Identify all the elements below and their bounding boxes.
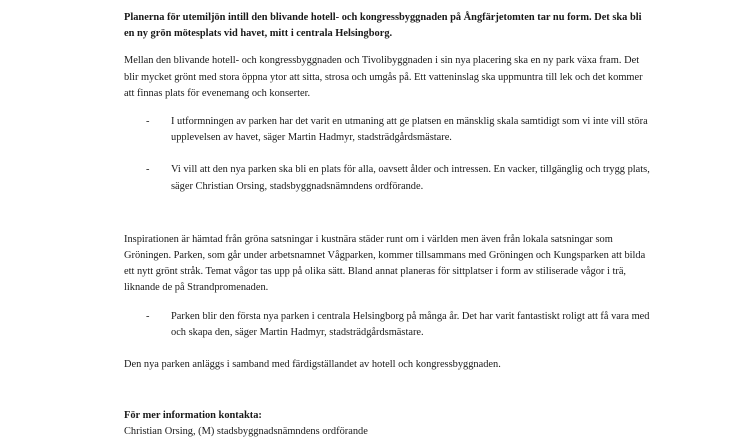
closing-paragraph: Den nya parken anläggs i samband med färdigställandet av hotell och kongressbyggnaden. [124, 359, 501, 371]
bullet-dash: - [146, 310, 150, 322]
bullet-dash: - [146, 164, 150, 176]
inspiration-paragraph: Inspirationen är hämtad från gröna satsningar i kustnära städer runt om i världen men även från lokala satsningar som Gröningen. Parken, som går under arbetsnamnet Vågparken, kommer tillsammans med Gröningen och Kungsparken att bilda ett nytt grönt stråk. Temat vågor tas upp på olika sätt. Bland annat planeras för sittplatser i form av stiliserade vågor i trä, liknande de på Strandpromenaden. [124, 233, 646, 294]
quote-text: Vi vill att den nya parken ska bli en plats för alla, oavsett ålder och intressen. En vacker, tillgänglig och trygg plats, säger Christian Orsing, stadsbyggnadsnämndens ordförande. [171, 164, 650, 192]
lead-paragraph: Planerna för utemiljön intill den blivande hotell- och kongressbyggnaden på Ångfärjetomten tar nu form. Det ska bli en ny grön mötesplats vid havet, mitt i centrala Helsingborg. [124, 12, 642, 40]
intro-paragraph: Mellan den blivande hotell- och kongressbyggnaden och Tivolibyggnaden i sin nya placering ska en ny park växa fram. Det blir mycket grönt med stora öppna ytor att sitta, strosa och umgås på. Ett vatteninslag ska uppmuntra till lek och det kommer att finnas plats för evenemang och konserter. [124, 55, 643, 99]
bullet-dash: - [146, 116, 150, 128]
contact-heading: För mer information kontakta: [124, 410, 262, 422]
contact-person: Christian Orsing, (M) stadsbyggnadsnämndens ordförande [124, 426, 368, 438]
quote-item [124, 162, 654, 194]
spacer [124, 211, 654, 232]
press-release-document [124, 10, 654, 441]
quote-text: Parken blir den första nya parken i centrala Helsingborg på många år. Det har varit fantastiskt roligt att få vara med och skapa den, säger Martin Hadmyr, stadsträdgårdsmästare. [171, 310, 650, 338]
quote-text: I utformningen av parken har det varit en utmaning att ge platsen en mänsklig skala samtidigt som vi inte vill störa upplevelsen av havet, säger Martin Hadmyr, stadsträdgårdsmästare. [171, 116, 648, 144]
quote-item [124, 114, 654, 146]
quote-item [124, 309, 654, 341]
